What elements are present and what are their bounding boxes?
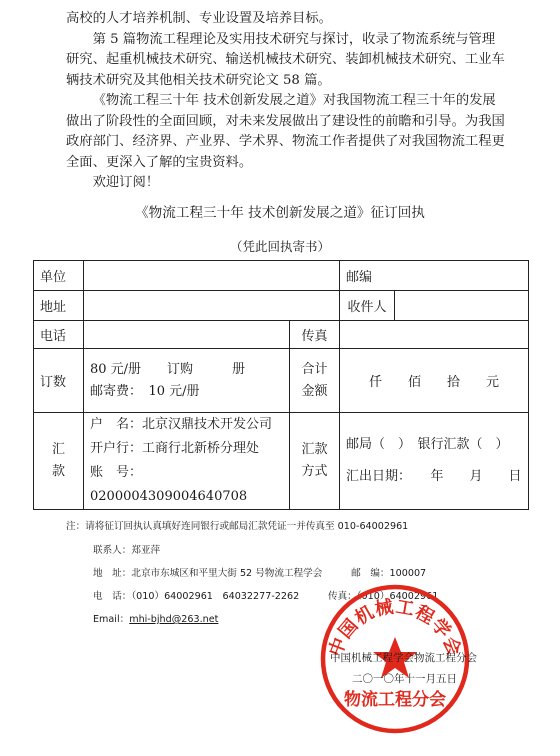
recipient-label: 收件人: [340, 291, 395, 320]
row-remit: [34, 413, 529, 510]
phone-label: 电话: [34, 321, 84, 349]
row-address: [34, 291, 529, 321]
unit-field[interactable]: [84, 261, 340, 291]
postage-line: 邮寄费： 10 元/册: [90, 383, 200, 399]
method-label-2: 方式: [301, 464, 328, 479]
fax-field[interactable]: [340, 321, 529, 349]
recipient-field[interactable]: [395, 291, 528, 320]
remit-date-field[interactable]: 汇出日期： 年 月 日: [346, 469, 522, 484]
contact-phone: 电 话：（010）64002961 64032277-2262 传真：（010）64002961: [93, 591, 439, 602]
order-form-table: [33, 260, 529, 510]
order-price-line[interactable]: 80 元/册 订购 册: [90, 361, 246, 377]
method-label-1: 汇款: [301, 442, 328, 457]
order-label: 订数: [34, 349, 84, 413]
intro-text: [66, 9, 506, 194]
contact-email-row: [93, 611, 218, 625]
contact-person: 联系人：郑亚萍: [93, 545, 161, 556]
intro-line-top: 高校的人才培养机制、专业设置及培养目标。: [66, 11, 332, 26]
unit-label: 单位: [34, 261, 84, 291]
payee-name: 户 名：北京汉鼎技术开发公司: [90, 417, 273, 432]
email-label: Email：: [93, 614, 130, 625]
total-label-1: 合计: [301, 361, 328, 377]
row-phone: [34, 321, 529, 349]
payment-method-options[interactable]: 邮局（ ） 银行汇款（ ）: [346, 437, 509, 452]
remit-label-1: 汇: [51, 442, 65, 457]
email-link[interactable]: mhi-bjhd@263.net: [129, 614, 219, 625]
intro-paragraph-2: 第 5 篇物流工程理论及实用技术研究与探讨，收录了物流系统与管理研究、起重机械技术研究、输送机械技术研究、装卸机械技术研究、工业车辆技术研究及其他相关技术研究论文 58 篇。: [66, 31, 505, 88]
address-field[interactable]: [84, 291, 340, 321]
account-number: 账 号：0200004309004640708: [90, 465, 248, 504]
row-order: [34, 349, 529, 413]
form-title: 《物流工程三十年 技术创新发展之道》征订回执: [135, 205, 425, 221]
issue-date: 二〇一〇年十一月五日: [352, 673, 457, 685]
postcode-field[interactable]: [416, 261, 528, 290]
fax-label: 传真: [290, 321, 340, 349]
remit-label-2: 款: [51, 464, 65, 479]
intro-paragraph-4: 欢迎订阅！: [92, 175, 160, 190]
seal-bottom-text: 物流工程分会: [344, 690, 446, 710]
amount-field[interactable]: 仟 佰 拾 元: [340, 349, 529, 413]
row-unit: [34, 261, 529, 291]
bank-name: 开户行：工商行北新桥分理处: [90, 441, 260, 456]
contact-address: 地 址：北京市东城区和平里大街 52 号物流工程学会 邮 编：100007: [93, 568, 427, 579]
phone-field[interactable]: [84, 321, 290, 349]
form-subtitle: （凭此回执寄书）: [229, 239, 330, 254]
address-label: 地址: [34, 291, 84, 321]
intro-paragraph-3: 《物流工程三十年 技术创新发展之道》对我国物流工程三十年的发展做出了阶段性的全面回顾，对未来发展做出了建设性的前瞻和引导。为我国政府部门、经济界、产业界、学术界、物流工作者提供了对我国物流工程更全面、更深入了解的宝贵资料。: [66, 93, 505, 170]
total-label-2: 金额: [301, 383, 328, 399]
postcode-label: 邮编: [346, 270, 373, 285]
seal-arc-text: 中国机械工程学会: [325, 596, 465, 660]
issuing-organization: 中国机械工程学会物流工程分会: [330, 652, 477, 664]
fax-note: 注：请将征订回执认真填好连同银行或邮局汇款凭证一并传真至 010-64002961: [66, 521, 409, 532]
